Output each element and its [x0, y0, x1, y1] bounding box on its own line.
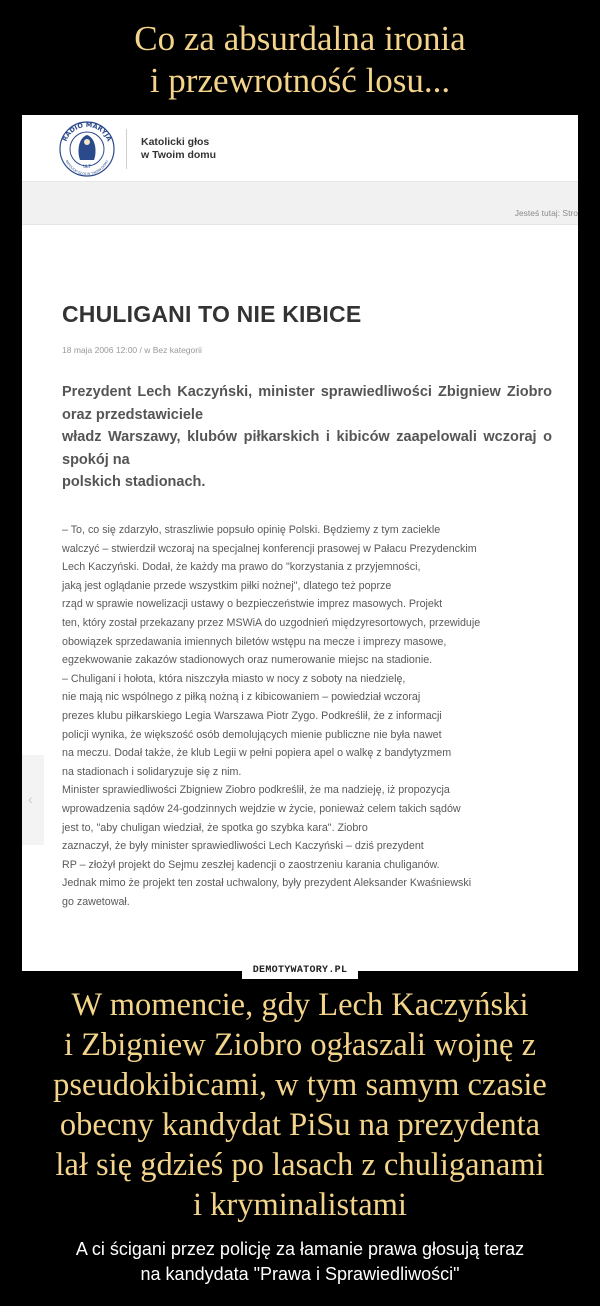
breadcrumb-bar [22, 182, 578, 225]
article-title: CHULIGANI TO NIE KIBICE [62, 301, 362, 327]
caption-line: lał się gdzieś po lasach z chuliganami [55, 1147, 545, 1183]
caption-line: obecny kandydat PiSu na prezydenta [59, 1107, 541, 1143]
body-line: egzekwowanie zakazów stadionowych oraz numerowanie miejsc na stadionie. [62, 654, 433, 667]
logo-text-bottom: KATOLICKI GŁOS W TWOIM DOMU [64, 159, 110, 177]
body-line: RP – złożył projekt do Sejmu zeszłej kadencji o zaostrzeniu karania chuliganów. [62, 858, 440, 871]
body-line: na stadionach i solidaryzuje się z nim. [62, 765, 242, 778]
screenshot-frame [22, 115, 578, 971]
lead-line: oraz przedstawiciele [62, 406, 204, 423]
body-line: policji wynika, że większość osób demolujących mienie publiczne nie była nawet [62, 728, 442, 741]
breadcrumb[interactable]: Jesteś tutaj: Stro [514, 208, 578, 218]
lead-line: polskich stadionach. [62, 474, 206, 490]
body-line: nie mają nic wspólnego z piłką nożną i z kibicowaniem – powiedział wczoraj [62, 691, 421, 704]
top-title-line-2: i przewrotność losu... [149, 61, 451, 100]
subcaption-line: A ci ścigani przez policję za łamanie prawa głosują teraz [75, 1239, 525, 1259]
body-line: walczyć – stwierdził wczoraj na specjalnej konferencji prasowej w Pałacu Prezydenckim [62, 542, 477, 555]
chevron-left-icon: ‹ [28, 791, 33, 807]
radio-maryja-logo[interactable] [56, 120, 118, 178]
body-line: na meczu. Dodał także, że klub Legii w pełni popiera apel o walkę z bandytyzmem [62, 747, 452, 760]
top-title [0, 18, 600, 102]
slogan-line-2: w Twoim domu [141, 149, 217, 161]
subcaption-line: na kandydata "Prawa i Sprawiedliwości" [140, 1264, 460, 1284]
caption-line: W momencie, gdy Lech Kaczyński [71, 987, 529, 1023]
body-line: wprowadzenia sądów 24-godzinnych wejdzie w życie, ponieważ celem takich sądów [62, 802, 461, 815]
article-lead [62, 381, 552, 494]
slider-prev-button[interactable] [22, 755, 44, 845]
body-line: – Chuligani i hołota, która niszczyła miasto w nocy z soboty na niedzielę, [62, 672, 406, 685]
body-line: obowiązek sprzedawania imiennych biletów wstępu na mecze i imprezy masowe, [62, 635, 447, 648]
body-line: Lech Kaczyński. Dodał, że każdy ma prawo do "korzystania z przyjemności, [62, 561, 421, 574]
body-line: ten, który został przekazany przez MSWiA do uzgodnień międzyresortowych, przewiduje [62, 616, 481, 629]
caption-line: i Zbigniew Ziobro ogłaszali wojnę z [63, 1027, 537, 1063]
site-slogan [141, 136, 216, 162]
lead-line: Prezydent Lech Kaczyński, minister sprawiedliwości Zbigniew Ziobro [62, 384, 552, 400]
lead-line: władz Warszawy, klubów piłkarskich i kibiców zaapelowali wczoraj o [62, 429, 552, 445]
logo-years: UŁT [83, 164, 91, 169]
body-line: Minister sprawiedliwości Zbigniew Ziobro podkreślił, że ma nadzieję, iż propozycja [62, 784, 450, 797]
top-title-line-1: Co za absurdalna ironia [134, 19, 466, 58]
body-line: – To, co się zdarzyło, straszliwie popsuło opinię Polski. Będziemy z tym zaciekle [62, 524, 441, 536]
subcaption [0, 1237, 600, 1287]
caption-line: pseudokibicami, w tym samym czasie [53, 1067, 547, 1103]
body-line: rząd w sprawie nowelizacji ustawy o bezpieczeństwie imprez masowych. Projekt [62, 598, 443, 611]
header-divider [126, 129, 127, 169]
body-line: go zawetował. [62, 895, 130, 908]
body-line: zaznaczył, że były minister sprawiedliwości Lech Kaczyński – dziś prezydent [62, 840, 424, 853]
article-body [62, 521, 552, 911]
body-line: jest to, "aby chuligan wiedział, że spotka go szybka kara". Ziobro [62, 821, 368, 834]
lead-line: spokój na [62, 451, 130, 468]
caption-line: i kryminalistami [193, 1187, 407, 1223]
caption [0, 985, 600, 1225]
slogan-line-1: Katolicki głos [141, 136, 210, 148]
body-line: prezes klubu piłkarskiego Legia Warszawa Piotr Zygo. Podkreślił, że z informacji [62, 709, 442, 722]
watermark: DEMOTYWATORY.PL [242, 963, 358, 979]
body-line: jaką jest oglądanie przede wszystkim piłki nożnej", dlatego też poprze [62, 579, 392, 592]
site-header [22, 115, 578, 182]
body-line: Jednak mimo że projekt ten został uchwalony, były prezydent Aleksander Kwaśniewski [62, 877, 472, 890]
logo-text-top: RADIO MARYJA [60, 120, 114, 143]
article-meta: 18 maja 2006 12:00 / w Bez kategorii [62, 345, 202, 355]
